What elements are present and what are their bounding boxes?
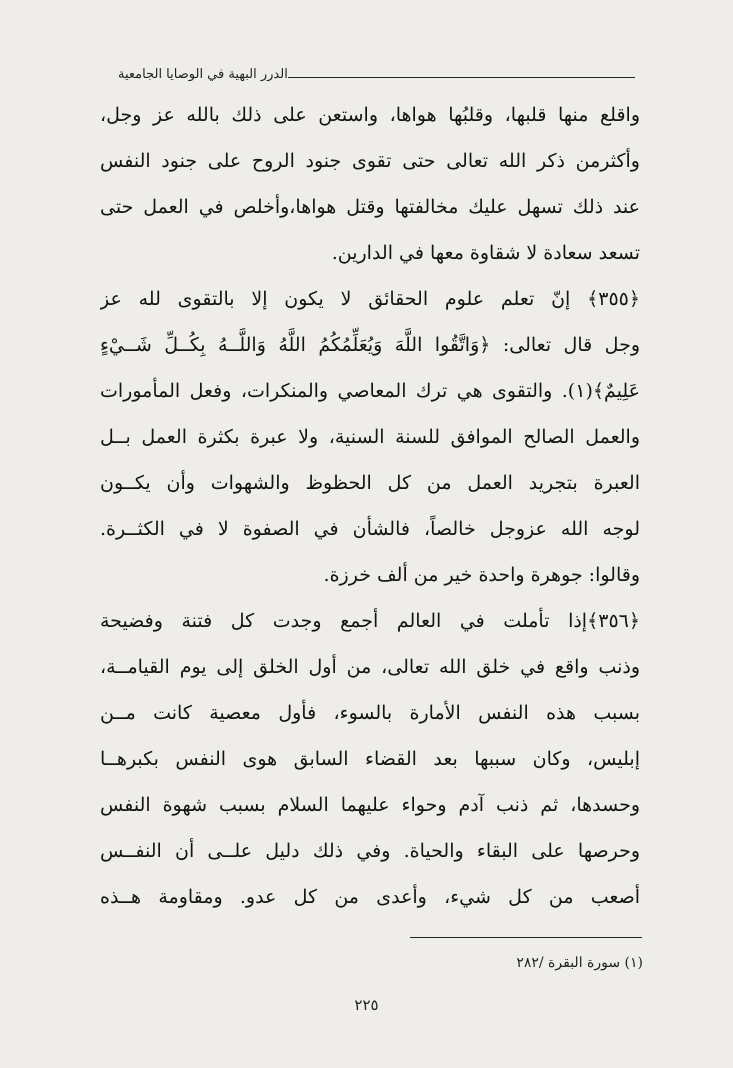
book-title: الدرر البهية في الوصايا الجامعية [118,66,288,82]
text-line: ﴿٣٥٦﴾إذا تأملت في العالم أجمع وجدت كل فتنة وفضيحة [100,610,640,632]
text-line: وحرصها على البقاء والحياة. وفي ذلك دليل علــى أن النفــس [100,840,640,862]
text-line: بسبب هذه النفس الأمارة بالسوء، فأول معصية كانت مــن [100,702,640,724]
page-number: ٢٢٥ [354,996,379,1014]
text-line: وقالوا: جوهرة واحدة خير من ألف خرزة. [323,564,640,586]
text-line: العبرة بتجريد العمل من كل الحظوظ والشهوات وأن يكــون [100,472,640,494]
text-line: عند ذلك تسهل عليك مخالفتها وقتل هواها،وأخلص في العمل حتى [100,196,640,218]
text-line: ﴿٣٥٥﴾ إنّ تعلم علوم الحقائق لا يكون إلا بالتقوى لله عز [100,288,640,310]
footnote: (١) سورة البقرة /٢٨٢ [516,955,643,971]
text-line: وجل قال تعالى: ﴿وَاتَّقُوا اللَّهَ وَيُعَلِّمُكُمُ اللَّهُ وَاللَّــهُ بِكُــلِّ شَــيْءٍ [100,334,640,356]
text-line: تسعد سعادة لا شقاوة معها في الدارين. [331,242,640,264]
text-line: أصعب من كل شيء، وأعدى من كل عدو. ومقاومة هــذه [100,886,640,908]
header-rule [288,77,635,78]
text-line: واقلع منها قلبها، وقلبُها هواها، واستعن على ذلك بالله عز وجل، [100,104,640,126]
text-line: وحسدها، ثم ذنب آدم وحواء عليهما السلام بسبب شهوة النفس [100,794,640,816]
running-header [110,62,635,86]
footnote-rule [410,937,642,938]
text-line: إبليس، وكان سببها بعد القضاء السابق هوى النفس بكبرهــا [100,748,640,770]
body-text [100,92,640,920]
text-line: وذنب واقع في خلق الله تعالى، من أول الخلق إلى يوم القيامــة، [100,656,640,678]
text-line: والعمل الصالح الموافق للسنة السنية، ولا عبرة بكثرة العمل بــل [100,426,640,448]
text-line: وأكثرمن ذكر الله تعالى حتى تقوى جنود الروح على جنود النفس [100,150,640,172]
text-line: لوجه الله عزوجل خالصاً، فالشأن في الصفوة لا في الكثــرة. [100,518,640,540]
text-line: عَلِيمٌ﴾(١). والتقوى هي ترك المعاصي والمنكرات، وفعل المأمورات [100,380,640,402]
